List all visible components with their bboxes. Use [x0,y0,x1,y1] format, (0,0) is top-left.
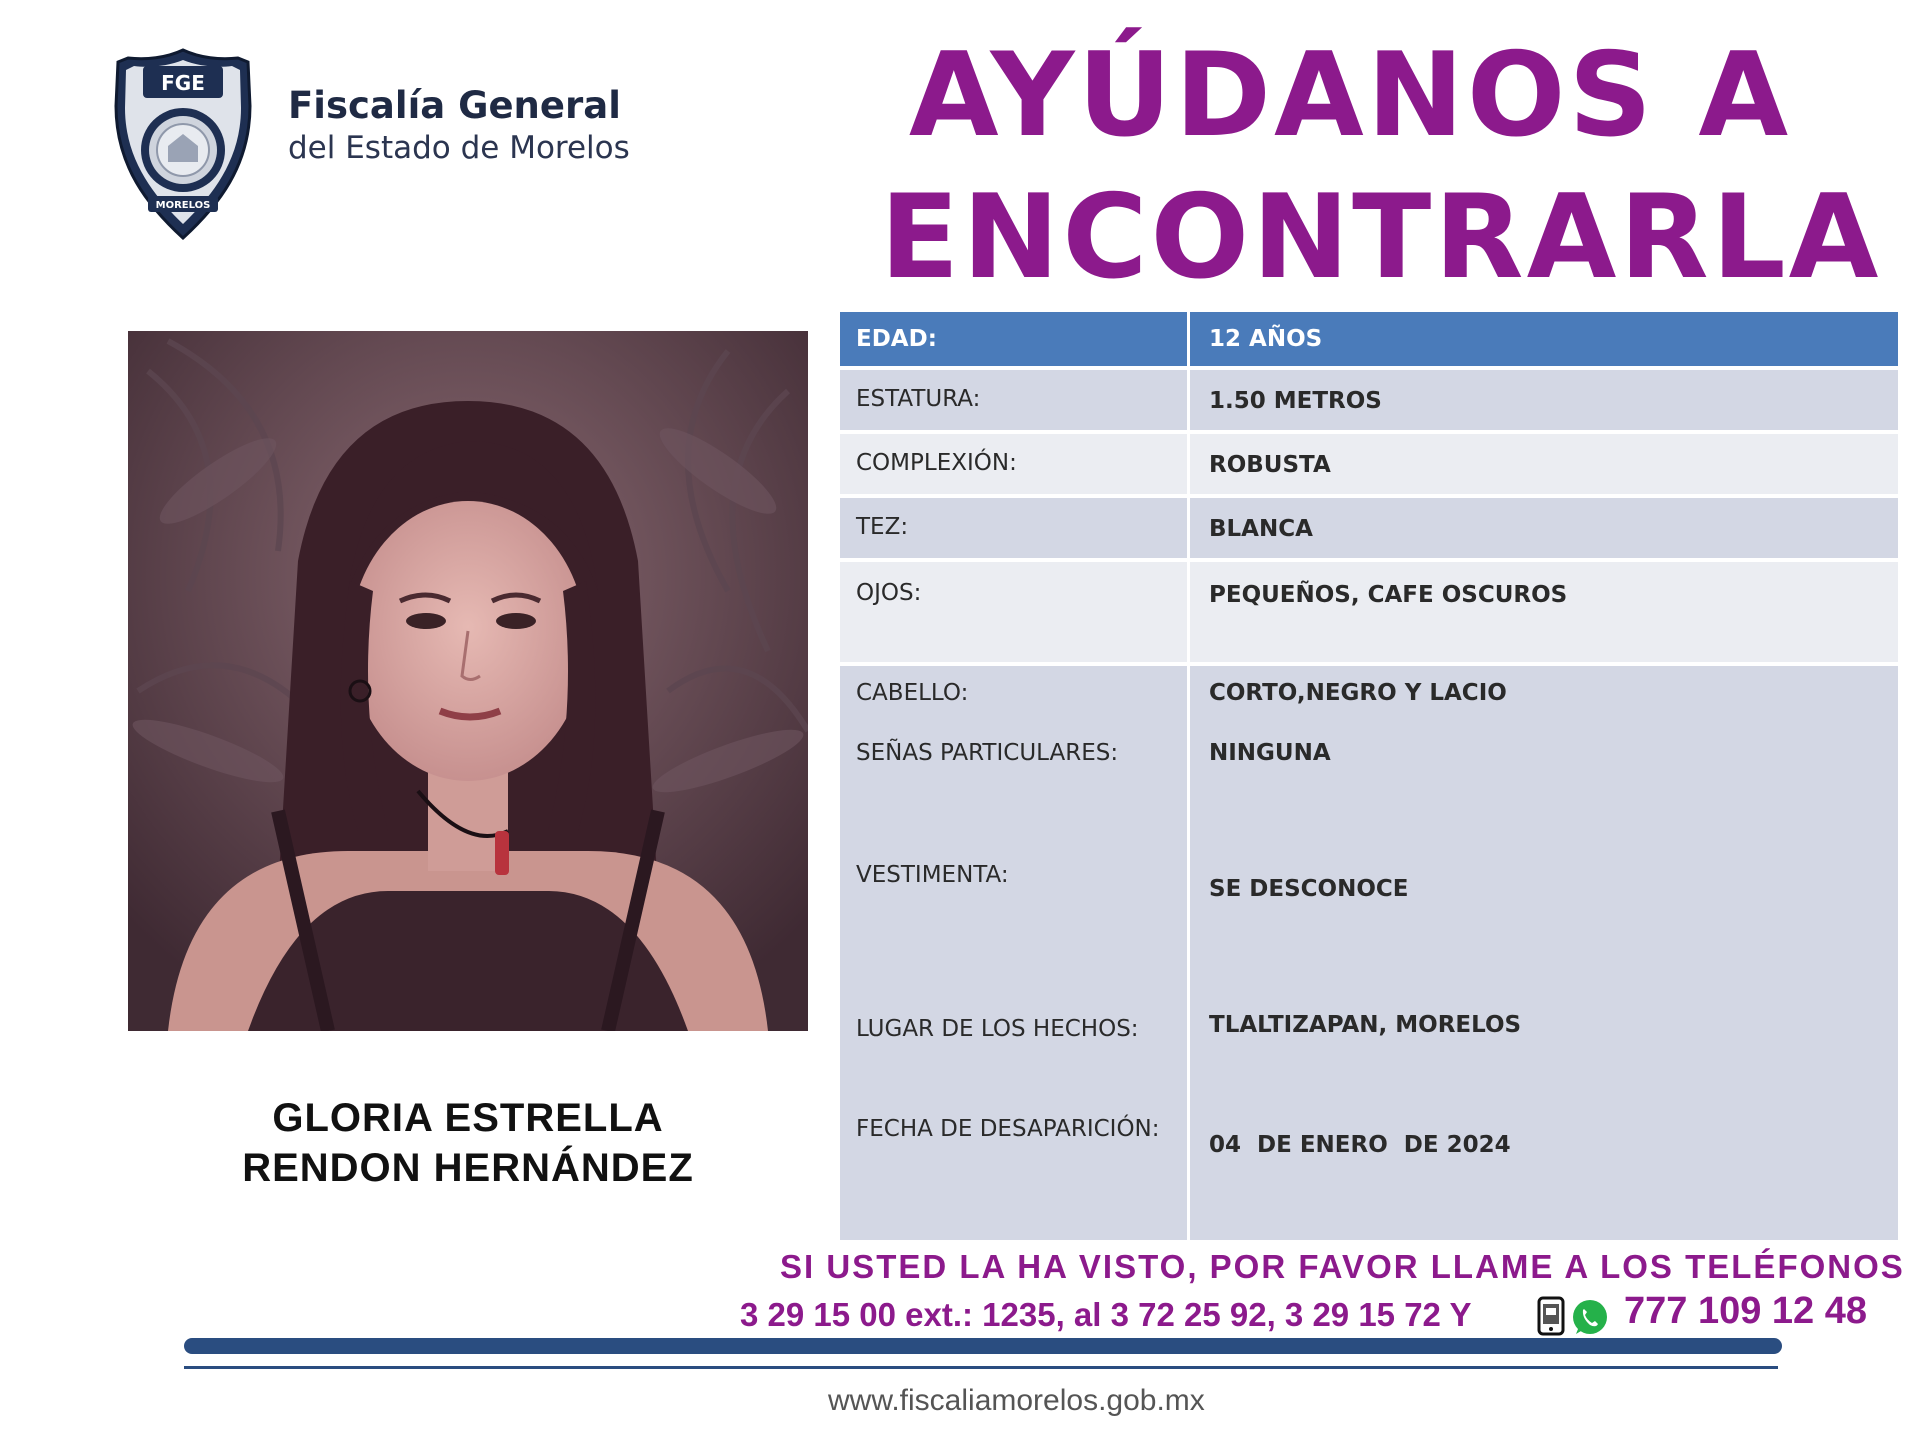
fge-logo [108,46,258,242]
lugar-value: TLALTIZAPAN, MORELOS [1209,1012,1522,1038]
senas-value: NINGUNA [1209,740,1331,766]
badge-text: FGE [161,71,205,95]
lugar-label: LUGAR DE LOS HECHOS: [856,1016,1139,1042]
mobile-phone-icon [1536,1296,1566,1336]
cta-phones: 3 29 15 00 ext.: 1235, al 3 72 25 92, 3 29 15 72 Y [740,1296,1472,1333]
fecha-label: FECHA DE DESAPARICIÓN: [856,1116,1160,1142]
table-row-ojos [840,562,1898,662]
value-cell [1193,498,1898,558]
portrait-image [128,331,808,1031]
person-name-line1: GLORIA ESTRELLA [272,1096,664,1140]
whatsapp-icon [1570,1298,1610,1338]
missing-person-photo [128,331,808,1031]
website-link[interactable]: www.fiscaliamorelos.gob.mx [828,1384,1205,1417]
complexion-value: ROBUSTA [1209,452,1331,478]
headline-line1: AYÚDANOS A [908,28,1792,163]
label-cell [840,562,1190,662]
value-cell [1193,562,1898,662]
description-table [840,312,1898,1240]
estatura-value: 1.50 METROS [1209,388,1382,414]
senas-label: SEÑAS PARTICULARES: [856,740,1119,766]
org-name-line1: Fiscalía General [288,84,621,127]
cta-line1: SI USTED LA HA VISTO, POR FAVOR LLAME A LOS TELÉFONOS [780,1248,1905,1285]
value-cell [1193,370,1898,430]
tez-value: BLANCA [1209,516,1313,542]
whatsapp-number: 777 109 12 48 [1624,1290,1868,1332]
cabello-label: CABELLO: [856,680,969,706]
table-row-details [840,666,1898,1240]
tez-label: TEZ: [856,514,909,540]
label-cell [840,498,1190,558]
estatura-label: ESTATURA: [856,386,981,412]
person-name-line2: RENDON HERNÁNDEZ [242,1146,694,1190]
headline-line2: ENCONTRARLA [880,170,1882,305]
label-cell [840,370,1190,430]
ojos-value: PEQUEÑOS, CAFE OSCUROS [1209,582,1568,608]
table-row-tez [840,498,1898,558]
ojos-label: OJOS: [856,580,922,606]
vestimenta-value: SE DESCONOCE [1209,876,1409,902]
edad-label: EDAD: [856,326,937,352]
label-cell [840,434,1190,494]
shield-badge-icon [108,46,258,242]
complexion-label: COMPLEXIÓN: [856,450,1017,476]
label-cell [840,312,1190,366]
table-row-estatura [840,370,1898,430]
value-cell [1193,434,1898,494]
edad-value: 12 AÑOS [1209,326,1323,352]
label-cell [840,666,1190,1240]
value-cell [1193,312,1898,366]
org-name-line2: del Estado de Morelos [288,130,630,166]
footer-bar [184,1338,1782,1354]
cabello-value: CORTO,NEGRO Y LACIO [1209,680,1507,706]
vestimenta-label: VESTIMENTA: [856,862,1009,888]
footer-divider [184,1366,1778,1369]
table-row-complexion [840,434,1898,494]
value-cell [1193,666,1898,1240]
badge-bottom-text: MORELOS [155,200,211,211]
table-row-edad [840,312,1898,366]
fecha-value: 04 DE ENERO DE 2024 [1209,1132,1511,1158]
